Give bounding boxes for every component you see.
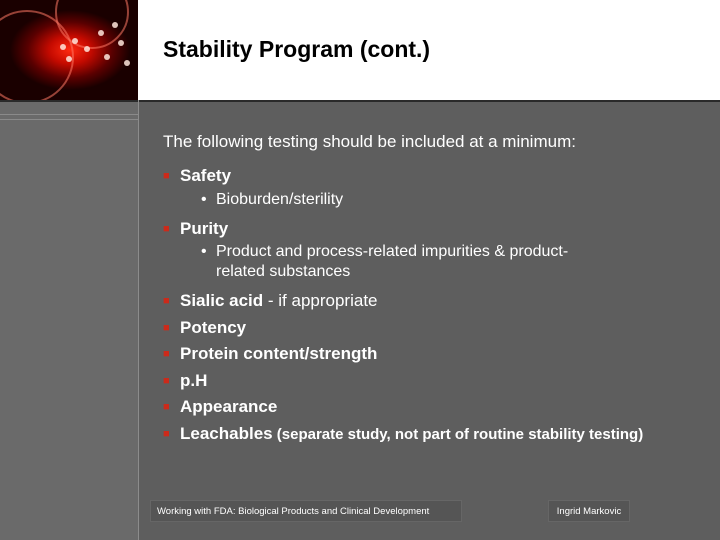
list-item-leachables bbox=[163, 421, 683, 449]
list-item-label: Leachables bbox=[180, 423, 273, 443]
square-bullet-icon: ■ bbox=[163, 427, 170, 440]
square-bullet-icon: ■ bbox=[163, 295, 170, 307]
list-item-potency bbox=[163, 315, 683, 342]
square-bullet-icon: ■ bbox=[163, 321, 170, 334]
list-item-label: Protein content/strength bbox=[180, 344, 378, 363]
footer-presenter-name: Ingrid Markovic bbox=[548, 500, 630, 522]
list-item-ph bbox=[163, 368, 683, 395]
testing-list bbox=[163, 163, 683, 448]
list-item-label: Purity bbox=[180, 218, 229, 238]
list-item-sialic-acid bbox=[163, 288, 683, 315]
list-item-note: (separate study, not part of routine stability testing) bbox=[272, 425, 644, 443]
list-item-suffix: - if appropriate bbox=[263, 291, 378, 310]
slide-title: Stability Program (cont.) bbox=[163, 36, 431, 62]
sub-item-bioburden bbox=[163, 190, 683, 210]
square-bullet-icon: ■ bbox=[163, 374, 170, 387]
square-bullet-icon: ■ bbox=[163, 222, 170, 235]
list-item-appearance bbox=[163, 394, 683, 421]
vertical-divider bbox=[138, 100, 139, 540]
header-band bbox=[0, 0, 720, 100]
left-sidebar-panel bbox=[0, 102, 138, 540]
square-bullet-icon: ■ bbox=[163, 401, 170, 413]
dot-bullet-icon: • bbox=[201, 190, 207, 208]
list-item-protein-content bbox=[163, 341, 683, 368]
sub-item-label: Bioburden/sterility bbox=[216, 190, 344, 208]
list-item-label: Safety bbox=[180, 166, 232, 185]
list-item-purity bbox=[163, 216, 683, 243]
header-laboratory-image bbox=[0, 0, 138, 100]
sidebar-divider bbox=[0, 114, 138, 115]
list-item-safety bbox=[163, 163, 683, 190]
sub-item-impurities bbox=[163, 242, 606, 282]
square-bullet-icon: ■ bbox=[163, 170, 170, 182]
list-item-label: Sialic acid bbox=[180, 291, 264, 310]
footer-presentation-title: Working with FDA: Biological Products and Clinical Development bbox=[150, 500, 462, 522]
sub-item-label: Product and process-related impurities & product-related substances bbox=[216, 243, 569, 280]
square-bullet-icon: ■ bbox=[163, 348, 170, 360]
list-item-label: Potency bbox=[180, 317, 247, 337]
intro-text: The following testing should be included at a minimum: bbox=[163, 132, 576, 151]
list-item-label: Appearance bbox=[180, 397, 278, 416]
list-item-label: p.H bbox=[180, 370, 208, 390]
dot-bullet-icon: • bbox=[201, 243, 207, 260]
sidebar-divider bbox=[0, 119, 138, 120]
